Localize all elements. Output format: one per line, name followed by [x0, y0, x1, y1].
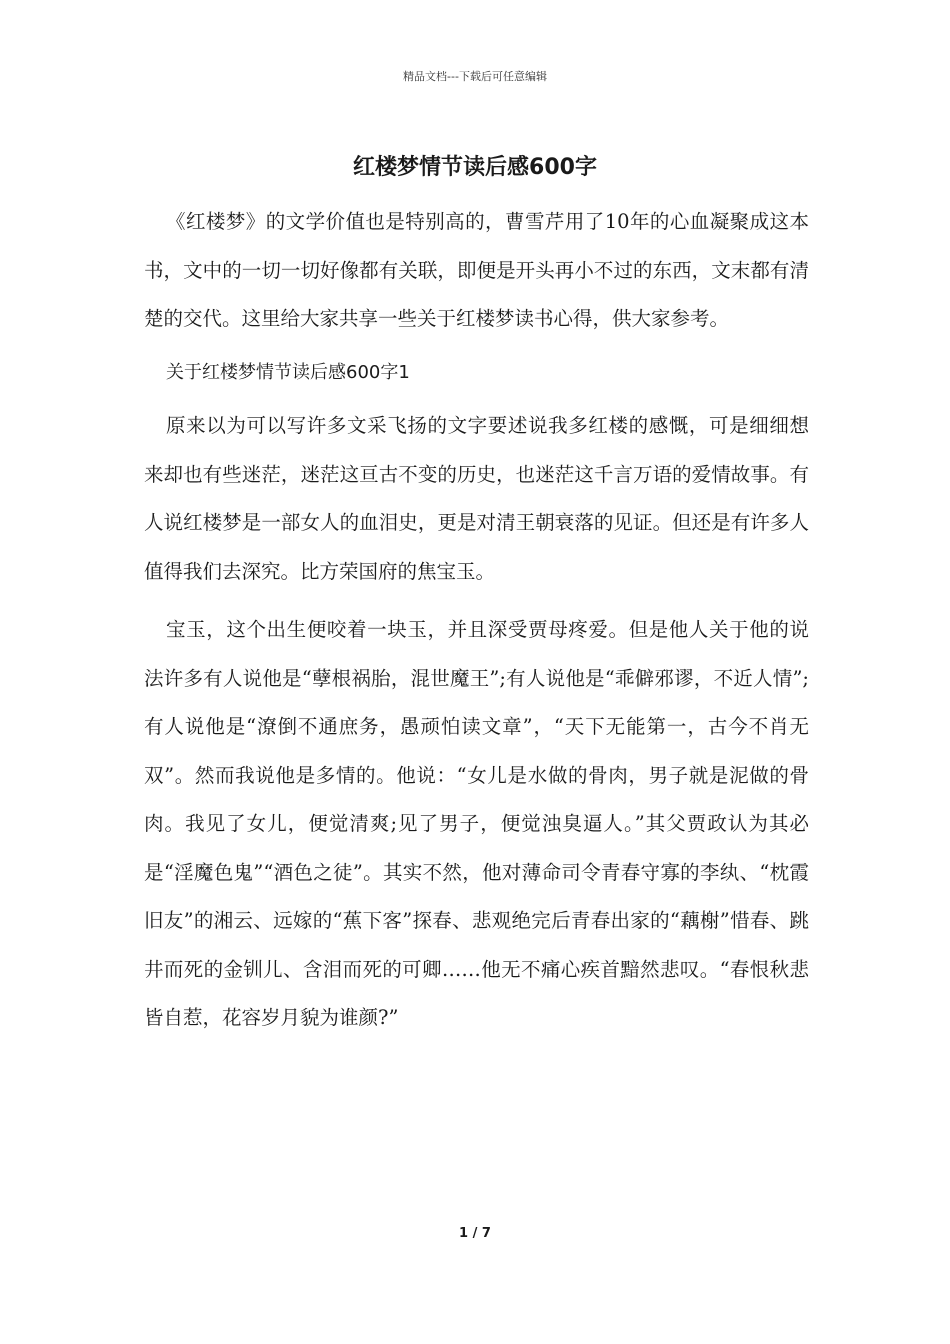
document-body	[144, 198, 809, 1043]
page-title: 红楼梦情节读后感600字	[353, 155, 597, 180]
paragraph: 原来以为可以写许多文采飞扬的文字要述说我多红楼的感慨，可是细细想来却也有些迷茫，迷茫这亘古不变的历史，也迷茫这千言万语的爱情故事。有人说红楼梦是一部女人的血泪史，更是对清王朝衰落的见证。但还是有许多人值得我们去深究。比方荣国府的焦宝玉。	[144, 414, 809, 583]
section-heading: 关于红楼梦情节读后感600字1	[166, 361, 410, 383]
paragraph: 宝玉，这个出生便咬着一块玉，并且深受贾母疼爱。但是他人关于他的说法许多有人说他是“孽根祸胎，混世魔王”;有人说他是“乖僻邪谬，不近人情”;有人说他是“潦倒不通庶务，愚顽怕读文章”，“天下无能第一，古今不肖无双”。然而我说他是多情的。他说：“女儿是水做的骨肉，男子就是泥做的骨肉。我见了女儿，便觉清爽;见了男子，便觉浊臭逼人。”其父贾政认为其必是“淫魔色鬼”“酒色之徒”。其实不然，他对薄命司令青春守寡的李纨、“枕霞旧友”的湘云、远嫁的“蕉下客”探春、悲观绝完后青春出家的“藕榭”惜春、跳井而死的金钏儿、含泪而死的可卿……他无不痛心疾首黯然悲叹。“春恨秋悲皆自惹，花容岁月貌为谁颜?”	[144, 618, 809, 1029]
page-number: 1 / 7	[459, 1226, 491, 1241]
header-note: 精品文档---下载后可任意编辑	[403, 70, 547, 83]
paragraph-intro: 《红楼梦》的文学价值也是特别高的，曹雪芹用了10年的心血凝聚成这本书，文中的一切一切好像都有关联，即便是开头再小不过的东西，文末都有清楚的交代。这里给大家共享一些关于红楼梦读书心得，供大家参考。	[144, 210, 809, 330]
